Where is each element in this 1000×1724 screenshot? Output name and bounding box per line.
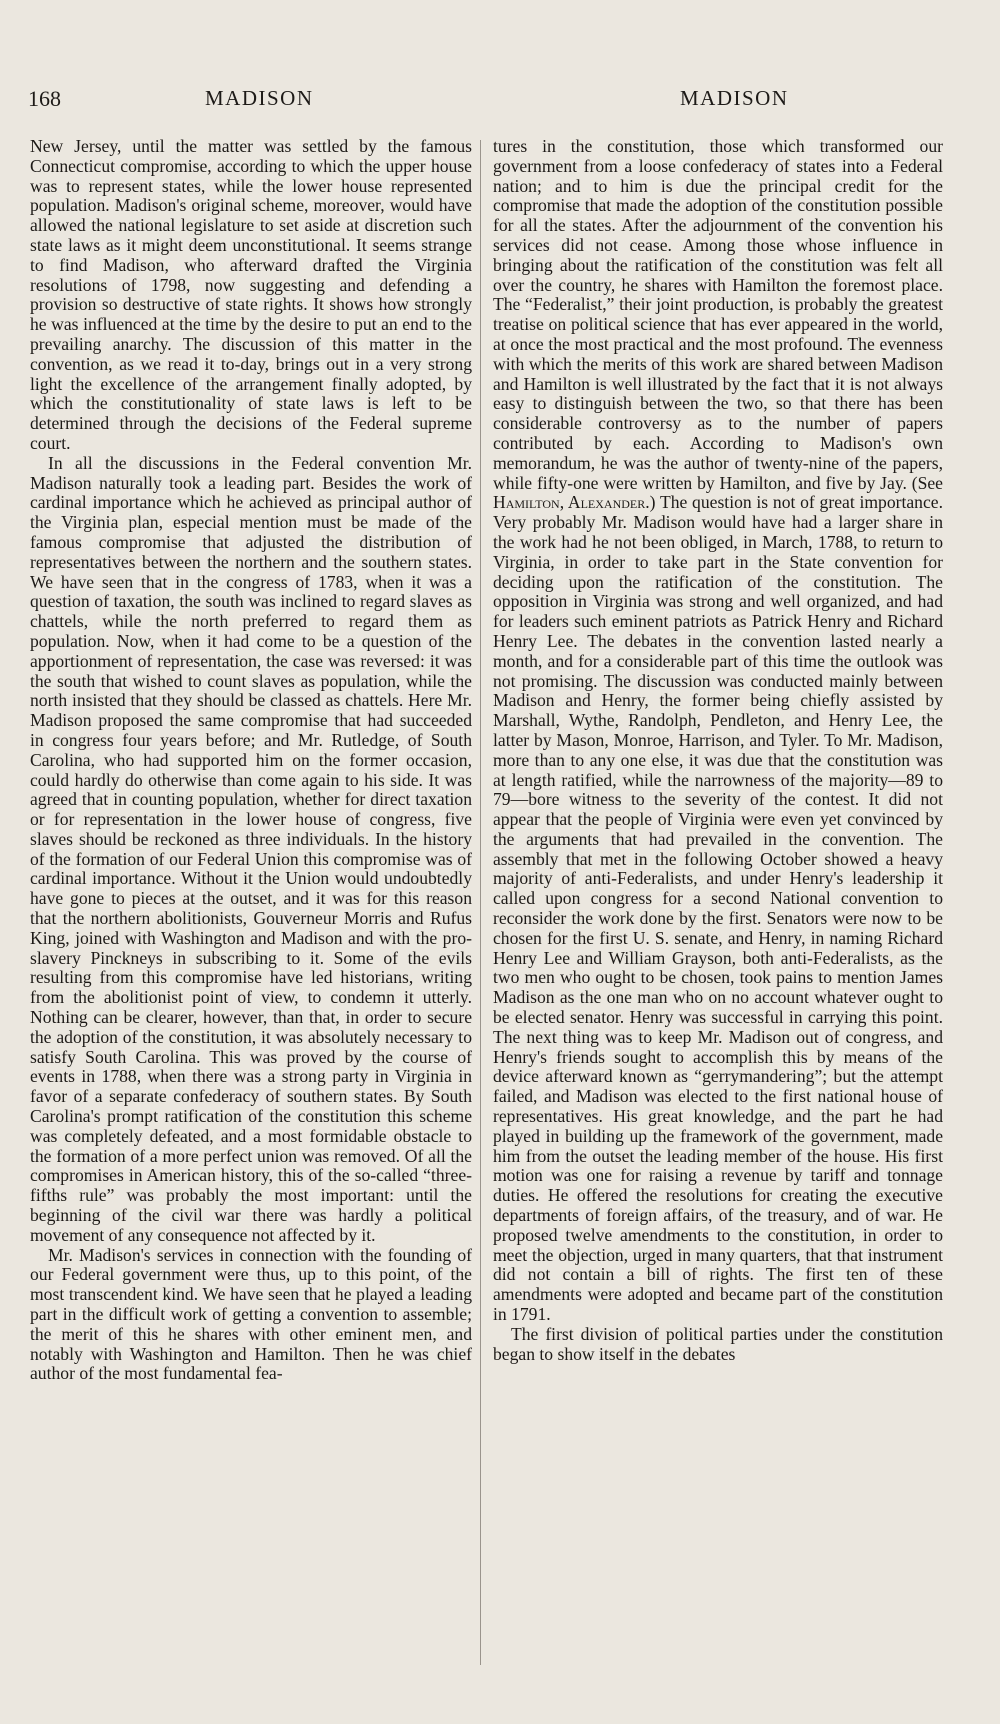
running-head-right: MADISON [680,86,789,110]
running-head-left: MADISON [205,86,314,110]
paragraph-continuation: ) The question is not of great importance. Very probably Mr. Madison would have had a larger share in the work had he not been obliged, in March, 1788, to return to Virginia, in order to take part in the State convention for deciding upon the ratification of the constitution. The opposition in Virginia was strong and well organized, and had for leaders such eminent patriots as Patrick Henry and Richard Henry Lee. The debates in the convention lasted nearly a month, and for a considerable part of this time the outlook was not promising. The discussion was conducted mainly between Madison and Henry, the former being chiefly assisted by Marshall, Wythe, Randolph, Pendleton, and Henry Lee, the latter by Mason, Monroe, Harrison, and Tyler. To Mr. Madison, more than to any one else, it was due that the constitution was at length ratified, while the narrowness of the majority—89 to 79—bore witness to the severity of the contest. It did not appear that the people of Virginia were even yet convinced by the arguments that had prevailed in the convention. The assembly that met in the following October showed a heavy majority of anti-Federalists, and under Henry's leadership it called upon congress for a second National convention to reconsider the work done by the first. Senators were now to be chosen for the first U. S. senate, and Henry, in naming Richard Henry Lee and William Grayson, both anti-Federalists, as the two men who ought to be chosen, took pains to mention James Madison as the one man who on no account whatever ought to be elected senator. Henry was successful in carrying this point. The next thing was to keep Mr. Madison out of congress, and Henry's friends sought to accomplish this by means of the device afterward known as “gerrymandering”; but the attempt failed, and Madison was elected to the first national house of representatives. His great knowledge, and the part he had played in building up the framework of the government, made him from the outset the leading member of the house. His first motion was one for raising a revenue by tariff and tonnage duties. He offered the resolutions for creating the executive departments of foreign affairs, of the treasury, and of war. He proposed twelve amendments to the constitution, in order to meet the objection, urged in many quarters, that that instrument did not contain a bill of rights. The first ten of these amendments were adopted and became part of the constitution in 1791. [493,492,943,1325]
column-divider [480,140,481,1665]
paragraph: The first division of political parties under the constitution began to show itself in the debates [493,1323,943,1364]
paragraph: New Jersey, until the matter was settled by the famous Connecticut compromise, according to which the upper house was to represent states, while the lower house represented population. Madison's original scheme, moreover, would have allowed the national legislature to set aside at discretion such state laws as it might deem unconstitutional. It seems strange to find Madison, who afterward drafted the Virginia resolutions of 1798, now suggesting and defending a provision so destructive of state rights. It shows how strongly he was influenced at the time by the desire to put an end to the prevailing anarchy. The discussion of this matter in the convention, as we read it to-day, brings out in a very strong light the excellence of the arrangement finally adopted, by which the constitutionality of state laws is left to be determined through the decisions of the Federal supreme court. [30,136,472,453]
paragraph-text: tures in the constitution, those which transformed our government from a loose confederacy of states into a Federal nation; and to him is due the principal credit for the compromise that made the adoption of the constitution possible for all the states. After the adjournment of the convention his services did not cease. Among those whose influence in bringing about the ratification of the constitution was felt all over the country, he shares with Hamilton the foremost place. The “Federalist,” their joint production, is probably the greatest treatise on political science that has ever appeared in the world, at once the most practical and the most profound. The evenness with which the merits of this work are shared between Madison and Hamilton is well illustrated by the fact that it is not always easy to distinguish between the two, so that there has been considerable controversy as to the number of papers contributed by each. According to Madison's own memorandum, he was the author of twenty-nine of the papers, while fifty-one were written by Hamilton, and five by Jay. (See [493,136,943,493]
paragraph: Mr. Madison's services in connection with the founding of our Federal government were thus, up to this point, of the most transcendent kind. We have seen that he played a leading part in the difficult work of getting a convention to assemble; the merit of this he shares with other eminent men, and notably with Washington and Hamilton. Then he was chief author of the most fundamental fea- [30,1244,472,1384]
page-header [0,86,1000,116]
paragraph [493,137,943,1325]
cross-reference: Hamilton, Alexander. [493,492,650,513]
page-number: 168 [28,86,61,111]
paragraph: In all the discussions in the Federal convention Mr. Madison naturally took a leading part. Besides the work of cardinal importance which he achieved as principal author of the Virginia plan, especial mention must be made of the famous compromise that adjusted the distribution of representatives between the northern and the southern states. We have seen that in the congress of 1783, when it was a question of taxation, the south was inclined to regard slaves as chattels, while the north preferred to regard them as population. Now, when it had come to be a question of the apportionment of representation, the case was reversed: it was the south that wished to count slaves as population, while the north insisted that they should be classed as chattels. Here Mr. Madison proposed the same compromise that had succeeded in congress four years before; and Mr. Rutledge, of South Carolina, who had supported him on the former occasion, could hardly do otherwise than come again to his side. It was agreed that in counting population, whether for direct taxation or for representation in the lower house of congress, five slaves should be reckoned as three individuals. In the history of the formation of our Federal Union this compromise was of cardinal importance. Without it the Union would undoubtedly have gone to pieces at the outset, and it was for this reason that the northern abolitionists, Gouverneur Morris and Rufus King, joined with Washington and Madison and with the pro-slavery Pinckneys in subscribing to it. Some of the evils resulting from this compromise have led historians, writing from the abolitionist point of view, to condemn it utterly. Nothing can be clearer, however, than that, in order to secure the adoption of the constitution, it was absolutely necessary to satisfy South Carolina. This was proved by the course of events in 1788, when there was a strong party in Virginia in favor of a separate confederacy of southern states. By South Carolina's prompt ratification of the constitution this scheme was completely defeated, and a most formidable obstacle to the formation of a more perfect union was removed. Of all the compromises in American history, this of the so-called “three-fifths rule” was probably the most important: until the beginning of the civil war there was hardly a political movement of any consequence not affected by it. [30,452,472,1245]
left-column [30,137,472,1384]
right-column [493,137,943,1364]
